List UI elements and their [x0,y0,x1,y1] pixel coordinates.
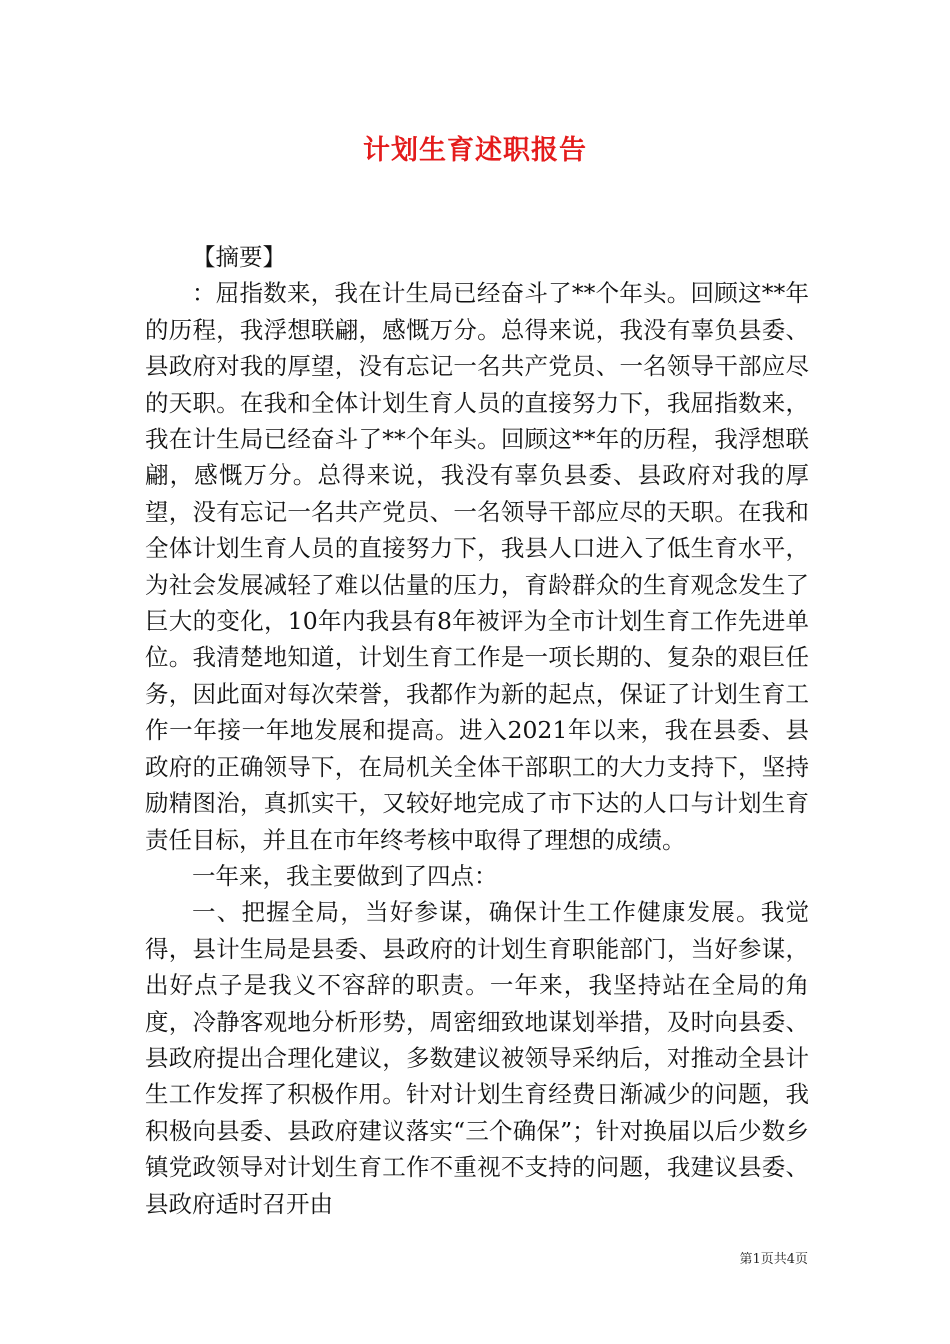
paragraph-3: 一、把握全局，当好参谋，确保计生工作健康发展。我觉得，县计生局是县委、县政府的计划生育职能部门，当好参谋，出好点子是我义不容辞的职责。一年来，我坚持站在全局的角度，冷静客观地分析形势，周密细致地谋划举措，及时向县委、县政府提出合理化建议，多数建议被领导采纳后，对推动全县计生工作发挥了积极作用。针对计划生育经费日渐减少的问题，我积极向县委、县政府建议落实“三个确保”；针对换届以后少数乡镇党政领导对计划生育工作不重视不支持的问题，我建议县委、县政府适时召开由 [145,898,809,1218]
paragraph-1: ：屈指数来，我在计生局已经奋斗了**个年头。回顾这**年的历程，我浮想联翩，感慨万分。总得来说，我没有辜负县委、县政府对我的厚望，没有忘记一名共产党员、一名领导干部应尽的天职。在我和全体计划生育人员的直接努力下，我屈指数来，我在计生局已经奋斗了**个年头。回顾这**年的历程，我浮想联翩，感慨万分。总得来说，我没有辜负县委、县政府对我的厚望，没有忘记一名共产党员、一名领导干部应尽的天职。在我和全体计划生育人员的直接努力下，我县人口进入了低生育水平，为社会发展减轻了难以估量的压力，育龄群众的生育观念发生了巨大的变化，10年内我县有8年被评为全市计划生育工作先进单位。我清楚地知道，计划生育工作是一项长期的、复杂的艰巨任务，因此面对每次荣誉，我都作为新的起点，保证了计划生育工作一年接一年地发展和提高。进入2021年以来，我在县委、县政府的正确领导下，在局机关全体干部职工的大力支持下，坚持励精图治，真抓实干，又较好地完成了市下达的人口与计划生育责任目标，并且在市年终考核中取得了理想的成绩。 [145,279,809,854]
document-body [145,239,809,1222]
paragraph-2: 一年来，我主要做到了四点： [192,861,498,890]
document-title: 计划生育述职报告 [363,135,587,166]
page-number: 第1页共4页 [739,1252,808,1267]
summary-label: 【摘要】 [192,243,286,271]
